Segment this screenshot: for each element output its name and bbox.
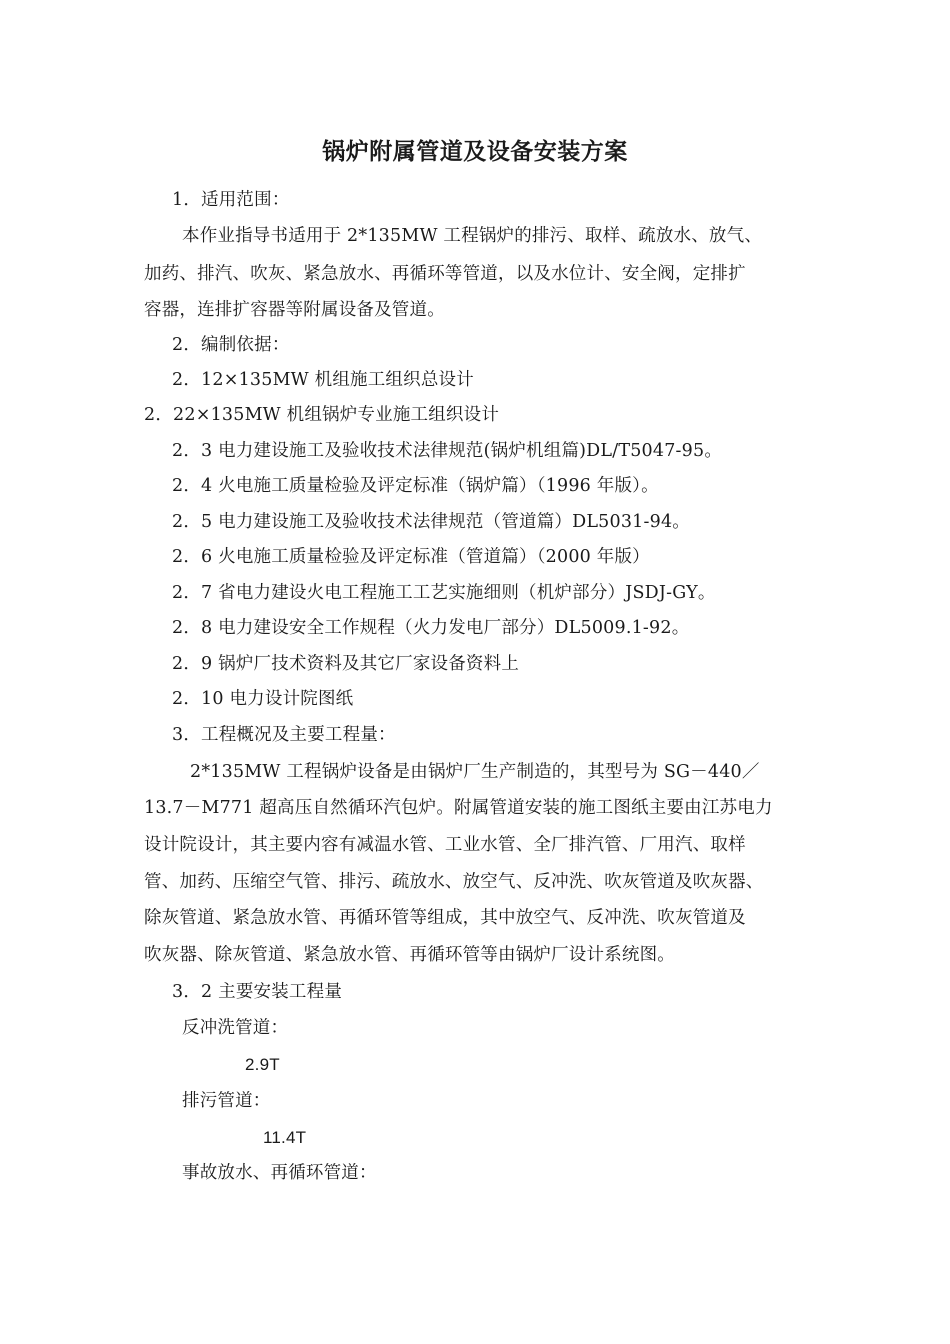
item-value: 11.4T xyxy=(263,1128,307,1147)
item-value: 2.9T xyxy=(245,1055,280,1074)
paragraph-line: 容器，连排扩容器等附属设备及管道。 xyxy=(144,300,445,320)
paragraph-line: 设计院设计，其主要内容有减温水管、工业水管、全厂排汽管、厂用汽、取样 xyxy=(144,835,746,855)
paragraph-line: 除灰管道、紧急放水管、再循环管等组成，其中放空气、反冲洗、吹灰管道及 xyxy=(144,908,746,928)
list-item: 2．4 火电施工质量检验及评定标准（锅炉篇）（1996 年版）。 xyxy=(172,476,659,496)
list-item: 2．9 锅炉厂技术资料及其它厂家设备资料上 xyxy=(172,654,520,674)
paragraph-line: 2*135MW 工程锅炉设备是由锅炉厂生产制造的，其型号为 SG－440／ xyxy=(190,762,760,782)
list-item: 2．3 电力建设施工及验收技术法律规范(锅炉机组篇)DL/T5047-95。 xyxy=(172,441,723,461)
section-1-heading: 1．适用范围： xyxy=(172,190,290,210)
paragraph-line: 管、加药、压缩空气管、排污、疏放水、放空气、反冲洗、吹灰管道及吹灰器、 xyxy=(144,872,764,892)
section-2-heading: 2．编制依据： xyxy=(172,335,290,355)
list-item: 2．6 火电施工质量检验及评定标准（管道篇）（2000 年版） xyxy=(172,547,650,567)
document-title: 锅炉附属管道及设备安装方案 xyxy=(322,138,628,165)
list-item: 2．7 省电力建设火电工程施工工艺实施细则（机炉部分）JSDJ-GY。 xyxy=(172,583,716,603)
item-label: 反冲洗管道： xyxy=(182,1018,289,1038)
item-label: 事故放水、再循环管道： xyxy=(182,1163,377,1183)
paragraph-line: 吹灰器、除灰管道、紧急放水管、再循环管等由锅炉厂设计系统图。 xyxy=(144,945,675,965)
paragraph-line: 加药、排汽、吹灰、紧急放水、再循环等管道，以及水位计、安全阀，定排扩 xyxy=(144,264,746,284)
item-label: 排污管道： xyxy=(182,1091,271,1111)
list-item: 2．10 电力设计院图纸 xyxy=(172,689,354,709)
section-3-2-heading: 3．2 主要安装工程量 xyxy=(172,982,343,1002)
list-item: 2．5 电力建设施工及验收技术法律规范（管道篇）DL5031-94。 xyxy=(172,512,690,532)
list-item: 2．12×135MW 机组施工组织总设计 xyxy=(172,370,474,390)
paragraph-line: 本作业指导书适用于 2*135MW 工程锅炉的排污、取样、疏放水、放气、 xyxy=(182,226,763,246)
paragraph-line: 13.7－M771 超高压自然循环汽包炉。附属管道安装的施工图纸主要由江苏电力 xyxy=(144,798,773,818)
list-item: 2．8 电力建设安全工作规程（火力发电厂部分）DL5009.1-92。 xyxy=(172,618,690,638)
section-3-heading: 3．工程概况及主要工程量： xyxy=(172,725,396,745)
list-item: 2．22×135MW 机组锅炉专业施工组织设计 xyxy=(144,405,500,425)
